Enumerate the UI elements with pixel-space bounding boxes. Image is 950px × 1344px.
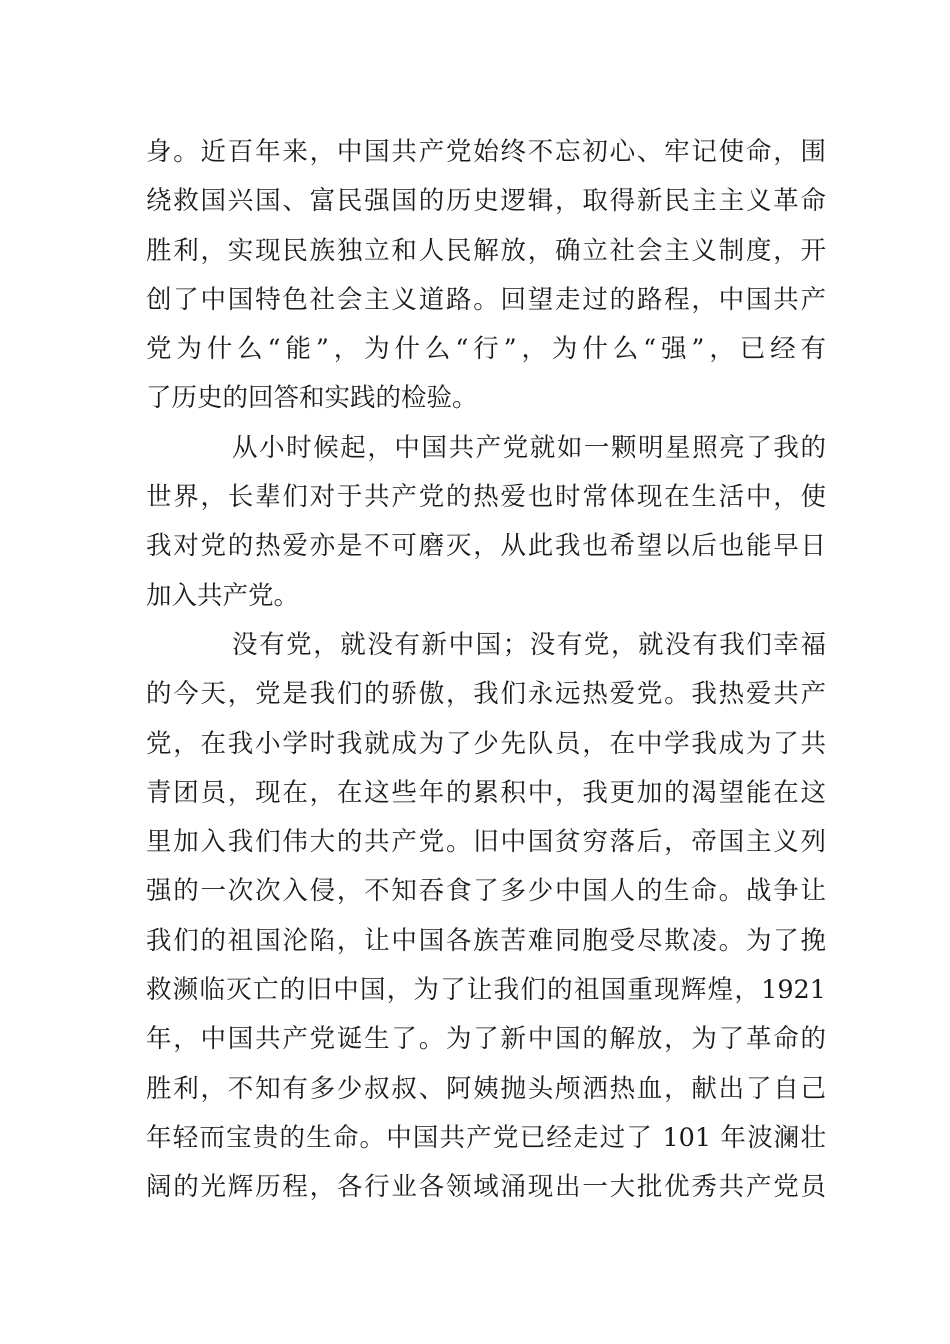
body-text (146, 128, 826, 1213)
text-line: 创了中国特色社会主义道路。回望走过的路程，中国共产 (146, 284, 826, 315)
text-line: 年，中国共产党诞生了。为了新中国的解放，为了革命的 (146, 1024, 826, 1055)
text-line: 身。近百年来，中国共产党始终不忘初心、牢记使命，围 (146, 137, 826, 167)
text-line: 没有党，就没有新中国；没有党，就没有我们幸福 (232, 629, 826, 660)
text-line: 我们的祖国沦陷，让中国各族苦难同胞受尽欺凌。为了挽 (146, 925, 826, 956)
text-line: 强的一次次入侵，不知吞食了多少中国人的生命。战争让 (146, 876, 826, 907)
text-line: 绕救国兴国、富民强国的历史逻辑，取得新民主主义革命 (146, 186, 826, 217)
text-line: 胜利，实现民族独立和人民解放，确立社会主义制度，开 (146, 235, 826, 266)
text-line: 年轻而宝贵的生命。中国共产党已经走过了 101 年波澜壮 (146, 1122, 826, 1153)
text-line: 青团员，现在，在这些年的累积中，我更加的渴望能在这 (146, 777, 826, 808)
text-line: 党为什么“能”，为什么“行”，为什么“强”，已经有 (146, 334, 826, 365)
text-line: 里加入我们伟大的共产党。旧中国贫穷落后，帝国主义列 (146, 827, 826, 858)
text-line: 的今天，党是我们的骄傲，我们永远热爱党。我热爱共产 (146, 679, 826, 710)
text-line: 加入共产党。 (146, 580, 300, 611)
text-line: 我对党的热爱亦是不可磨灭，从此我也希望以后也能早日 (146, 531, 826, 562)
text-line: 党，在我小学时我就成为了少先队员，在中学我成为了共 (146, 728, 826, 759)
text-line: 了历史的回答和实践的检验。 (146, 383, 478, 414)
text-line: 阔的光辉历程，各行业各领域涌现出一大批优秀共产党员 (146, 1172, 826, 1203)
text-line: 胜利，不知有多少叔叔、阿姨抛头颅洒热血，献出了自己 (146, 1073, 826, 1104)
text-line: 世界，长辈们对于共产党的热爱也时常体现在生活中，使 (146, 482, 826, 513)
text-line: 救濒临灭亡的旧中国，为了让我们的祖国重现辉煌，1921 (146, 975, 826, 1006)
text-line: 从小时候起，中国共产党就如一颗明星照亮了我的 (232, 432, 826, 463)
